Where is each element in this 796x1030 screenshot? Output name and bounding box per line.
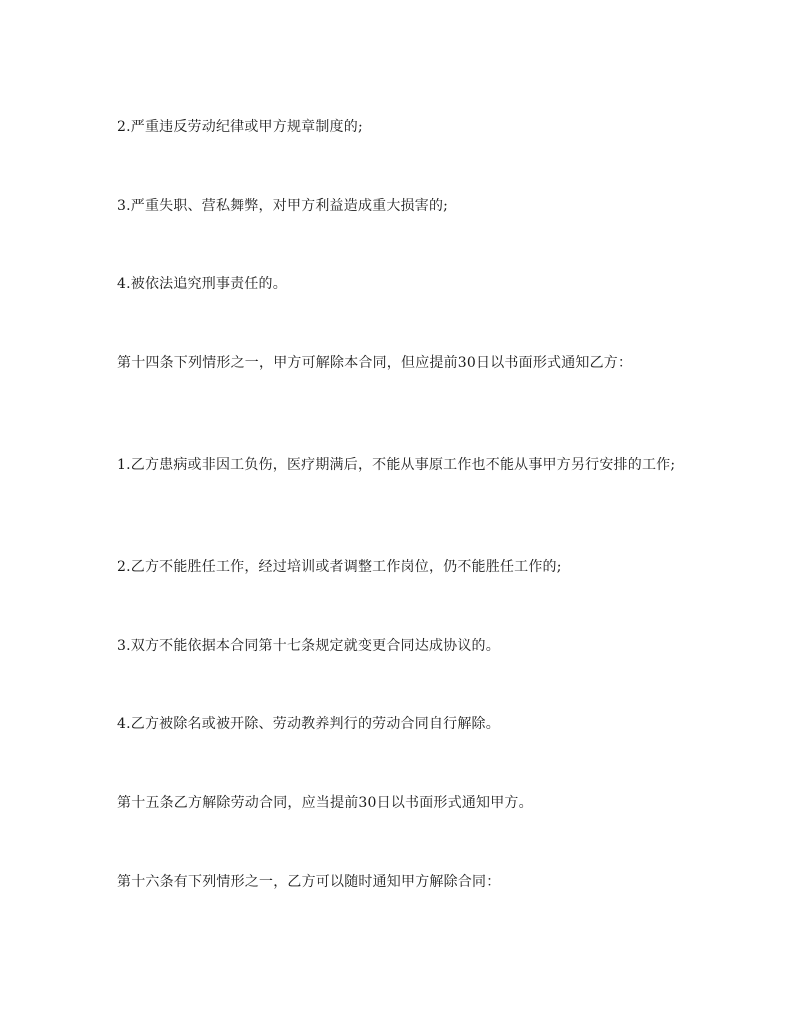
paragraph-article-16: 第十六条有下列情形之一，乙方可以随时通知甲方解除合同： [117,874,501,890]
paragraph-item-4-dismissal: 4.乙方被除名或被开除、劳动教养判行的劳动合同自行解除。 [117,716,500,732]
paragraph-article-15: 第十五条乙方解除劳动合同，应当提前30日以书面形式通知甲方。 [117,795,533,811]
paragraph-item-3-no-agreement: 3.双方不能依据本合同第十七条规定就变更合同达成协议的。 [117,638,500,654]
paragraph-item-1-illness: 1.乙方患病或非因工负伤，医疗期满后，不能从事原工作也不能从事甲方另行安排的工作; [117,457,676,473]
paragraph-item-4-criminal: 4.被依法追究刑事责任的。 [117,276,287,292]
paragraph-article-14: 第十四条下列情形之一，甲方可解除本合同，但应提前30日以书面形式通知乙方： [117,355,633,371]
paragraph-item-2-incompetence: 2.乙方不能胜任工作，经过培训或者调整工作岗位，仍不能胜任工作的; [117,559,562,575]
paragraph-item-3-negligence: 3.严重失职、营私舞弊，对甲方利益造成重大损害的; [117,198,449,214]
paragraph-item-2-violation: 2.严重违反劳动纪律或甲方规章制度的; [117,119,363,135]
